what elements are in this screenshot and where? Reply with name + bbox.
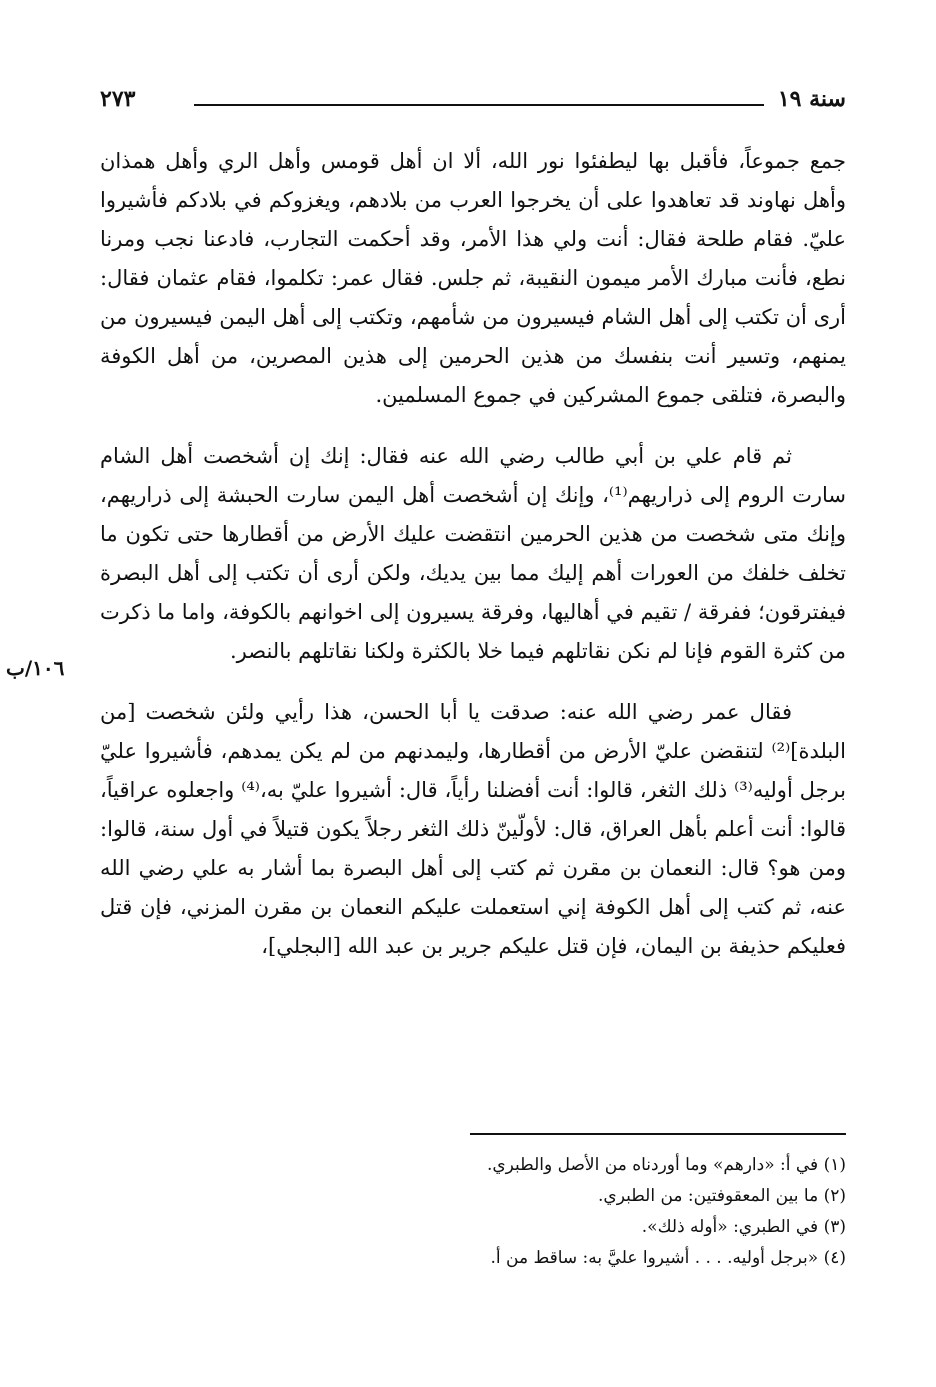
- page-number: ٢٧٣: [100, 86, 136, 112]
- header-rule: [194, 104, 764, 106]
- running-head-year: سنة ١٩: [777, 86, 846, 112]
- footnote-2: (٢) ما بين المعقوفتين: من الطبري.: [597, 1186, 846, 1206]
- footnote-4: (٤) «برجل أوليه. . . . أشيروا عليَّ به: ساقط من أ.: [490, 1248, 846, 1268]
- paragraph-1: جمع جموعاً، فأقبل بها ليطفئوا نور الله، ألا ان أهل قومس وأهل الري وأهل همذان وأهل نهاوند قد تعاهدوا على أن يخرجوا العرب من بلادهم، ويغزوكم في بلادكم فأشيروا عليّ. فقام طلحة فقال: أنت ولي هذا الأمر، وقد أحكمت التجارب، فادعنا نجب ومرنا نطع، فأنت مبارك الأمر ميمون النقيبة، ثم جلس. فقال عمر: تكلموا، فقام عثمان فقال: أرى أن تكتب إلى أهل الشام فيسيرون من شأمهم، وتكتب إلى أهل اليمن فيسيرون من يمنهم، وتسير أنت بنفسك من هذين الحرمين إلى هذين المصرين، من أهل الكوفة والبصرة، فتلقى جموع المشركين في جموع المسلمين.: [100, 149, 846, 407]
- main-text: [100, 142, 846, 966]
- paragraph-2: ثم قام علي بن أبي طالب رضي الله عنه فقال: إنك إن أشخصت أهل الشام سارت الروم إلى ذراريهم⁽¹⁾، وإنك إن أشخصت أهل اليمن سارت الحبشة إلى ذراريهم، وإنك متى شخصت من هذين الحرمين انتقضت عليك الأرض من أقطارها حتى تكون ما تخلف خلفك من العورات أهم إليك مما بين يديك، ولكن أرى أن تكتب إلى أهل البصرة فيفترقون؛ ففرقة / تقيم في أهاليها، وفرقة يسيرون إلى اخوانهم بالكوفة، واما ما ذكرت من كثرة القوم فإنا لم نكن نقاتلهم فيما خلا بالكثرة ولكنا نقاتلهم بالنصر.: [100, 444, 846, 663]
- manuscript-folio-note: ١٠٦/ب: [6, 656, 65, 680]
- paragraph-3: فقال عمر رضي الله عنه: صدقت يا أبا الحسن، هذا رأيي ولئن شخصت [من البلدة]⁽²⁾ لتنقضن عليّ الأرض من أقطارها، وليمدنهم من لم يكن يمدهم، فأشيروا عليّ برجل أوليه⁽³⁾ ذلك الثغر، قالوا: أنت أفضلنا رأياً، قال: أشيروا عليّ به،⁽⁴⁾ واجعلوه عراقياً، قالوا: أنت أعلم بأهل العراق، قال: لأولّينّ ذلك الثغر رجلاً يكون قتيلاً في أول سنة، قالوا: ومن هو؟ قال: النعمان بن مقرن ثم كتب إلى أهل البصرة بما أشار به علي رضي الله عنه، ثم كتب إلى أهل الكوفة إني استعملت عليكم النعمان بن مقرن المزني، فإن قتل فعليكم حذيفة بن اليمان، فإن قتل عليكم جرير بن عبد الله [البجلي]،: [100, 700, 846, 958]
- footnote-1: (١) في أ: «دارهم» وما أوردناه من الأصل والطبري.: [486, 1155, 846, 1175]
- footnote-separator: [470, 1133, 846, 1135]
- footnote-3: (٣) في الطبري: «أوله ذلك».: [641, 1217, 846, 1237]
- footnotes: [100, 1150, 846, 1274]
- page-header: [100, 86, 846, 126]
